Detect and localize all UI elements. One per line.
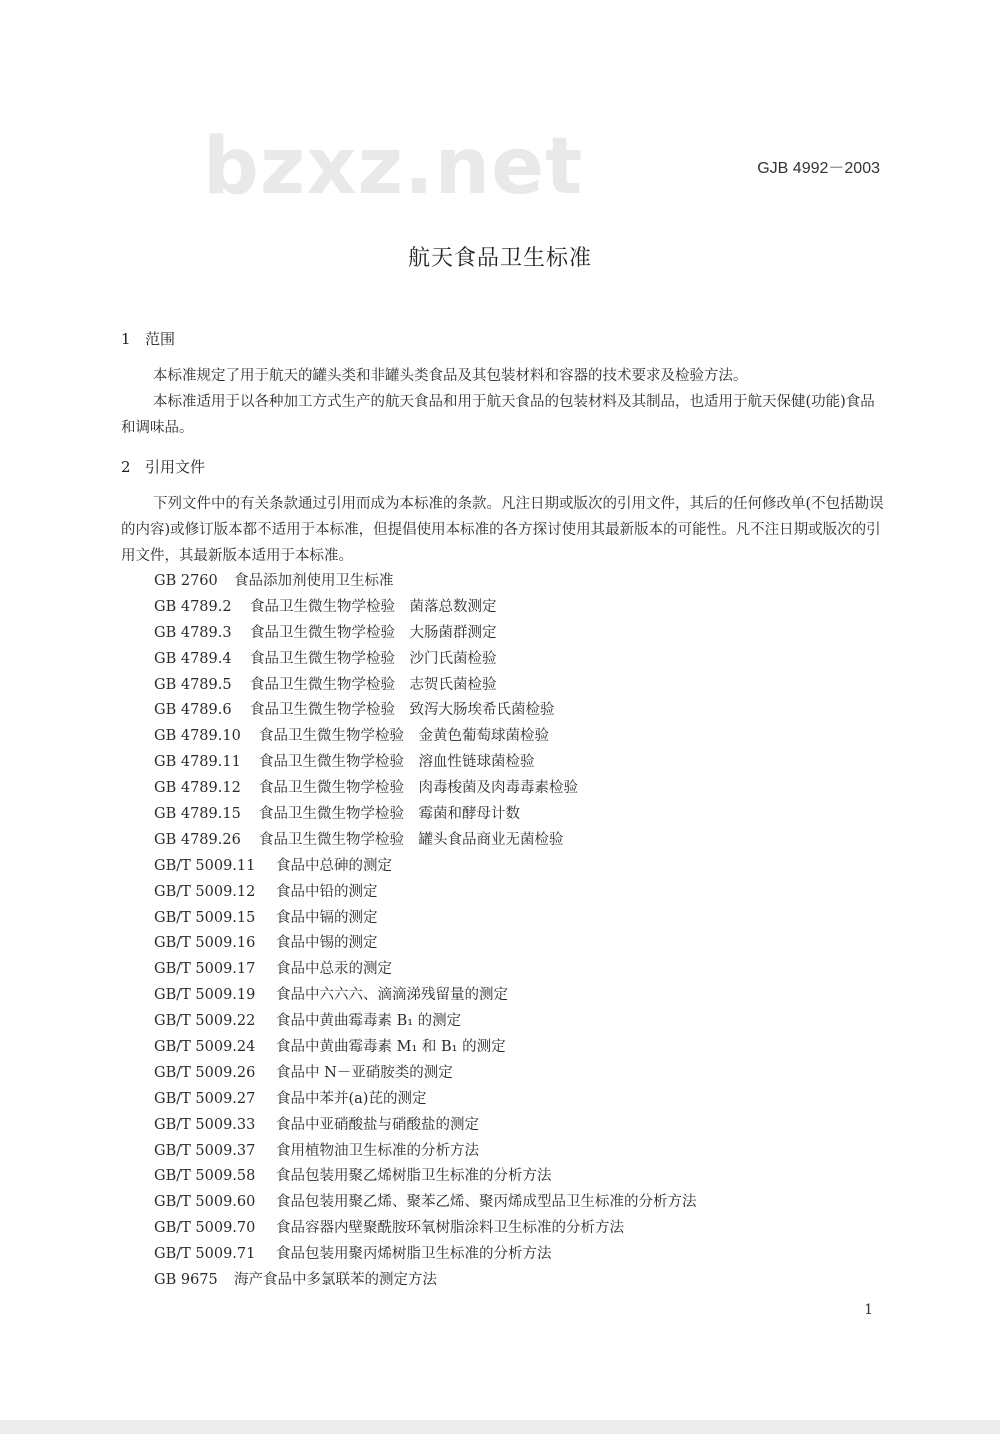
reference-item <box>154 1035 697 1061</box>
reference-item <box>154 957 697 983</box>
reference-title: 食品卫生微生物学检验 溶血性链球菌检验 <box>259 754 535 771</box>
reference-code: GB/T 5009.15 <box>154 909 256 926</box>
reference-item <box>154 802 697 828</box>
page-number: 1 <box>864 1302 873 1318</box>
section-number: 1 <box>121 330 131 348</box>
reference-title: 食品中总砷的测定 <box>276 857 392 874</box>
reference-code: GB/T 5009.19 <box>154 987 256 1004</box>
reference-title: 食品卫生微生物学检验 志贺氏菌检验 <box>250 676 497 693</box>
paragraph: 下列文件中的有关条款通过引用而成为本标准的条款。凡注日期或版次的引用文件，其后的任何修改单(不包括勘误的内容)或修订版本都不适用于本标准，但提倡使用本标准的各方探讨使用其最新版本的可能性。凡不注日期或版次的引用文件，其最新版本适用于本标准。 <box>121 496 884 564</box>
reference-code: GB/T 5009.27 <box>154 1090 256 1107</box>
reference-item <box>154 983 697 1009</box>
reference-code: GB 9675 <box>154 1272 218 1289</box>
reference-title: 食品包装用聚乙烯树脂卫生标准的分析方法 <box>276 1168 552 1185</box>
section-number: 2 <box>121 458 131 476</box>
reference-title: 食品中黄曲霉毒素 B₁ 的测定 <box>276 1013 462 1030</box>
reference-code: GB/T 5009.26 <box>154 1064 256 1081</box>
reference-title: 食品中亚硝酸盐与硝酸盐的测定 <box>276 1116 479 1133</box>
reference-title: 食品中 N－亚硝胺类的测定 <box>276 1064 453 1081</box>
reference-title: 食品中六六六、滴滴涕残留量的测定 <box>276 987 508 1004</box>
reference-code: GB 4789.26 <box>154 831 241 848</box>
reference-title: 食品中苯并(a)芘的测定 <box>276 1090 427 1107</box>
reference-code: GB/T 5009.37 <box>154 1142 256 1159</box>
reference-list <box>154 569 697 1294</box>
reference-item <box>154 1113 697 1139</box>
document-number: GJB 4992－2003 <box>757 160 880 177</box>
reference-item <box>154 1242 697 1268</box>
reference-item <box>154 1009 697 1035</box>
reference-title: 食品中黄曲霉毒素 M₁ 和 B₁ 的测定 <box>276 1039 506 1056</box>
reference-item <box>154 1139 697 1165</box>
reference-code: GB 2760 <box>154 573 218 589</box>
reference-code: GB/T 5009.33 <box>154 1116 256 1133</box>
watermark: bzxz.net <box>203 122 584 212</box>
reference-title: 食品中铅的测定 <box>276 883 378 900</box>
document-title: 航天食品卫生标准 <box>407 246 592 271</box>
reference-title: 食品包装用聚丙烯树脂卫生标准的分析方法 <box>276 1246 552 1263</box>
reference-code: GB/T 5009.60 <box>154 1194 256 1211</box>
reference-title: 食品中镉的测定 <box>276 909 378 926</box>
reference-item <box>154 1087 697 1113</box>
reference-item <box>154 698 697 724</box>
reference-item <box>154 776 697 802</box>
reference-item <box>154 647 697 673</box>
reference-item <box>154 595 697 621</box>
reference-item <box>154 569 697 595</box>
reference-code: GB 4789.12 <box>154 780 241 797</box>
reference-code: GB 4789.15 <box>154 806 241 823</box>
page-bottom-edge <box>0 1420 1000 1434</box>
section-heading-references <box>121 456 205 477</box>
reference-item <box>154 750 697 776</box>
reference-item <box>154 854 697 880</box>
reference-title: 食品中总汞的测定 <box>276 961 392 978</box>
reference-code: GB/T 5009.22 <box>154 1013 256 1030</box>
reference-item <box>154 1061 697 1087</box>
reference-title: 食品卫生微生物学检验 霉菌和酵母计数 <box>259 806 520 823</box>
reference-item <box>154 828 697 854</box>
reference-title: 食品卫生微生物学检验 致泻大肠埃希氏菌检验 <box>250 702 555 719</box>
section-title: 引用文件 <box>145 458 206 476</box>
reference-code: GB 4789.6 <box>154 702 232 719</box>
reference-item <box>154 621 697 647</box>
reference-title: 海产食品中多氯联苯的测定方法 <box>234 1272 437 1289</box>
reference-title: 食品卫生微生物学检验 罐头食品商业无菌检验 <box>259 831 564 848</box>
reference-code: GB 4789.11 <box>154 754 241 771</box>
reference-item <box>154 673 697 699</box>
reference-code: GB 4789.5 <box>154 676 232 693</box>
paragraph: 本标准规定了用于航天的罐头类和非罐头类食品及其包装材料和容器的技术要求及检验方法。 <box>153 368 748 384</box>
reference-code: GB/T 5009.12 <box>154 883 256 900</box>
reference-title: 食品卫生微生物学检验 金黄色葡萄球菌检验 <box>259 728 549 745</box>
reference-title: 食品卫生微生物学检验 大肠菌群测定 <box>250 624 497 641</box>
reference-title: 食用植物油卫生标准的分析方法 <box>276 1142 479 1159</box>
reference-item <box>154 931 697 957</box>
section-title: 范围 <box>145 330 176 348</box>
reference-code: GB/T 5009.71 <box>154 1246 256 1263</box>
reference-item <box>154 724 697 750</box>
reference-item <box>154 1164 697 1190</box>
reference-code: GB/T 5009.70 <box>154 1220 256 1237</box>
reference-title: 食品中锡的测定 <box>276 935 378 952</box>
reference-code: GB/T 5009.24 <box>154 1039 256 1056</box>
reference-code: GB 4789.3 <box>154 624 232 641</box>
reference-title: 食品卫生微生物学检验 沙门氏菌检验 <box>250 650 497 667</box>
reference-item <box>154 880 697 906</box>
reference-title: 食品卫生微生物学检验 肉毒梭菌及肉毒毒素检验 <box>259 780 578 797</box>
paragraph: 本标准适用于以各种加工方式生产的航天食品和用于航天食品的包装材料及其制品，也适用于航天保健(功能)食品和调味品。 <box>121 394 875 436</box>
reference-title: 食品容器内壁聚酰胺环氧树脂涂料卫生标准的分析方法 <box>276 1220 624 1237</box>
reference-title: 食品卫生微生物学检验 菌落总数测定 <box>250 598 497 615</box>
reference-title: 食品包装用聚乙烯、聚苯乙烯、聚丙烯成型品卫生标准的分析方法 <box>276 1194 697 1211</box>
reference-code: GB/T 5009.58 <box>154 1168 256 1185</box>
reference-item <box>154 1190 697 1216</box>
reference-title: 食品添加剂使用卫生标准 <box>234 573 394 589</box>
reference-code: GB 4789.2 <box>154 598 232 615</box>
reference-code: GB 4789.10 <box>154 728 241 745</box>
reference-code: GB/T 5009.16 <box>154 935 256 952</box>
reference-item <box>154 906 697 932</box>
reference-item <box>154 1216 697 1242</box>
reference-code: GB/T 5009.17 <box>154 961 256 978</box>
reference-code: GB 4789.4 <box>154 650 232 667</box>
reference-item <box>154 1268 697 1294</box>
section-heading-scope <box>121 328 175 349</box>
reference-code: GB/T 5009.11 <box>154 857 256 874</box>
